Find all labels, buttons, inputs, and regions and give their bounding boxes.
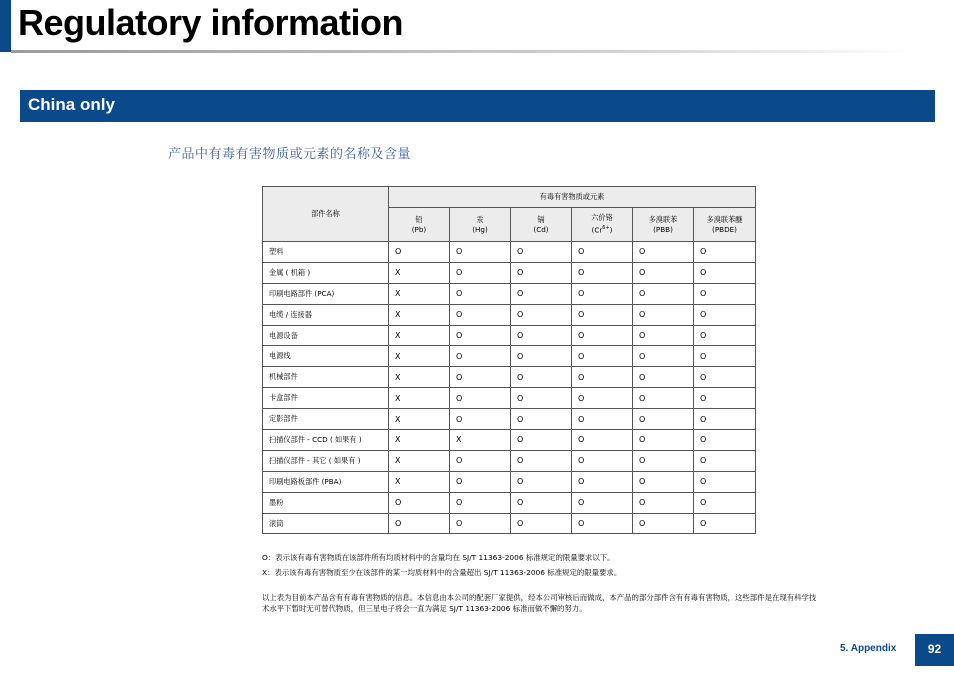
substance-value-cell: O	[511, 388, 572, 409]
substance-name: 铅	[415, 214, 423, 224]
substance-value-cell: O	[511, 304, 572, 325]
part-name-cell: 印刷电路部件 (PCA)	[263, 283, 389, 304]
substance-value-cell: O	[572, 430, 633, 451]
note-x: X：表示该有毒有害物质至少在该部件的某一均质材料中的含量超出 SJ/T 11363-2006 标准规定的限量要求。	[262, 567, 622, 577]
substance-value-cell: X	[389, 450, 450, 471]
part-name-cell: 电缆 / 连接器	[263, 304, 389, 325]
substance-value-cell: O	[450, 367, 511, 388]
substance-value-cell: O	[633, 346, 694, 367]
substance-name: 镉	[537, 214, 545, 224]
page-number: 92	[915, 634, 954, 666]
substance-value-cell: O	[511, 242, 572, 263]
substance-value-cell: O	[694, 367, 756, 388]
table-heading: 产品中有毒有害物质或元素的名称及含量	[168, 147, 412, 162]
substance-name: 多溴联苯醚	[706, 214, 743, 224]
substance-value-cell: O	[511, 262, 572, 283]
substance-value-cell: O	[694, 304, 756, 325]
title-divider	[11, 50, 916, 53]
table-row	[263, 513, 756, 534]
table-notes	[262, 551, 621, 580]
substance-value-cell: O	[633, 409, 694, 430]
hazardous-substances-table	[262, 186, 756, 534]
substance-value-cell: O	[572, 409, 633, 430]
footer-section-label: 5. Appendix	[840, 643, 897, 654]
substance-value-cell: O	[511, 492, 572, 513]
part-name-cell: 定影部件	[263, 409, 389, 430]
substance-value-cell: X	[389, 471, 450, 492]
substance-value-cell: O	[572, 471, 633, 492]
table-row	[263, 283, 756, 304]
substance-value-cell: X	[450, 430, 511, 451]
substance-value-cell: O	[572, 346, 633, 367]
substance-column-header	[572, 208, 633, 242]
part-name-cell: 印刷电路板部件 (PBA)	[263, 471, 389, 492]
page-title: Regulatory information	[18, 2, 404, 43]
substance-value-cell: X	[389, 262, 450, 283]
substance-value-cell: O	[572, 367, 633, 388]
substance-value-cell: O	[450, 325, 511, 346]
substance-value-cell: O	[633, 388, 694, 409]
table-row	[263, 346, 756, 367]
table-row	[263, 325, 756, 346]
substance-value-cell: O	[389, 492, 450, 513]
substance-value-cell: O	[633, 242, 694, 263]
substance-value-cell: O	[694, 388, 756, 409]
substance-value-cell: X	[389, 325, 450, 346]
table-row	[263, 409, 756, 430]
substance-value-cell: O	[694, 262, 756, 283]
substance-value-cell: O	[450, 388, 511, 409]
substance-value-cell: O	[694, 409, 756, 430]
substance-value-cell: O	[572, 325, 633, 346]
substance-column-header	[511, 208, 572, 242]
substance-value-cell: O	[572, 388, 633, 409]
substance-value-cell: X	[389, 304, 450, 325]
substance-value-cell: O	[633, 450, 694, 471]
substance-value-cell: X	[389, 283, 450, 304]
part-name-cell: 卡盒部件	[263, 388, 389, 409]
substance-symbol: (Hg)	[472, 224, 488, 234]
substance-value-cell: O	[389, 513, 450, 534]
substance-value-cell: O	[450, 513, 511, 534]
substance-symbol: (PBB)	[653, 224, 673, 234]
table-row	[263, 367, 756, 388]
part-name-cell: 扫描仪部件 - CCD ( 如果有 )	[263, 430, 389, 451]
substance-value-cell: X	[389, 388, 450, 409]
substance-value-cell: O	[450, 346, 511, 367]
substance-value-cell: O	[511, 513, 572, 534]
substance-value-cell: O	[389, 242, 450, 263]
note-o: O：表示该有毒有害物质在该部件所有均质材料中的含量均在 SJ/T 11363-2006 标准规定的限量要求以下。	[262, 553, 615, 562]
substance-value-cell: O	[572, 450, 633, 471]
part-name-cell: 墨粉	[263, 492, 389, 513]
substance-value-cell: O	[450, 409, 511, 430]
part-name-cell: 机械部件	[263, 367, 389, 388]
title-accent-bar	[0, 0, 11, 52]
substance-value-cell: O	[694, 450, 756, 471]
substance-value-cell: X	[389, 367, 450, 388]
substance-value-cell: O	[694, 325, 756, 346]
substance-value-cell: O	[450, 492, 511, 513]
substance-value-cell: O	[511, 409, 572, 430]
substance-value-cell: O	[450, 450, 511, 471]
substance-value-cell: O	[694, 513, 756, 534]
substance-value-cell: O	[694, 242, 756, 263]
substance-value-cell: O	[450, 283, 511, 304]
substance-value-cell: X	[389, 409, 450, 430]
table-row	[263, 471, 756, 492]
substance-name: 多溴联苯	[648, 214, 678, 224]
substance-value-cell: O	[694, 346, 756, 367]
substance-value-cell: O	[633, 492, 694, 513]
table-row	[263, 388, 756, 409]
substance-value-cell: O	[511, 367, 572, 388]
substance-symbol: $(Cr^{6+})$	[591, 225, 613, 235]
table-row	[263, 450, 756, 471]
part-name-cell: 金属 ( 机箱 )	[263, 262, 389, 283]
substance-column-header	[633, 208, 694, 242]
table-row	[263, 304, 756, 325]
table-row	[263, 492, 756, 513]
substance-value-cell: O	[511, 346, 572, 367]
substance-value-cell: O	[511, 325, 572, 346]
part-name-cell: 扫描仪部件 - 其它 ( 如果有 )	[263, 450, 389, 471]
substance-value-cell: O	[511, 450, 572, 471]
substance-value-cell: X	[389, 346, 450, 367]
table-row	[263, 242, 756, 263]
substance-value-cell: O	[511, 471, 572, 492]
substance-value-cell: O	[450, 304, 511, 325]
disclosure-paragraph: 以上表为目前本产品含有有毒有害物质的信息。本信息由本公司的配套厂家提供，经本公司审核后而做成，本产品的部分部件含有有毒有害物质，这些部件是在现有科学技术水平下暂时无可替代物质，但三星电子将会一直为满足 SJ/T 11363-2006 标准而做不懈的努力。	[262, 593, 817, 613]
table-row	[263, 430, 756, 451]
table-row	[263, 262, 756, 283]
substance-value-cell: O	[572, 262, 633, 283]
substance-column-header	[389, 208, 450, 242]
substance-value-cell: O	[633, 471, 694, 492]
substance-value-cell: O	[633, 283, 694, 304]
substance-value-cell: O	[511, 283, 572, 304]
substance-value-cell: O	[572, 283, 633, 304]
substance-value-cell: O	[450, 262, 511, 283]
substance-value-cell: O	[633, 367, 694, 388]
substance-value-cell: O	[633, 513, 694, 534]
section-header: China only	[20, 90, 935, 122]
substance-symbol: (Pb)	[411, 224, 427, 234]
substance-value-cell: O	[694, 283, 756, 304]
substance-value-cell: O	[633, 325, 694, 346]
substance-value-cell: O	[572, 492, 633, 513]
part-name-cell: 塑料	[263, 242, 389, 263]
substance-column-header	[694, 208, 756, 242]
part-name-header: 部件名称	[263, 187, 389, 242]
part-name-cell: 滚筒	[263, 513, 389, 534]
substance-value-cell: O	[572, 242, 633, 263]
part-name-cell: 电源设备	[263, 325, 389, 346]
substance-name: 汞	[476, 214, 484, 224]
substance-value-cell: O	[511, 430, 572, 451]
substance-value-cell: O	[694, 492, 756, 513]
substance-value-cell: X	[389, 430, 450, 451]
substance-value-cell: O	[633, 262, 694, 283]
substance-value-cell: O	[572, 513, 633, 534]
part-name-cell: 电源线	[263, 346, 389, 367]
substance-symbol: (PBDE)	[712, 224, 737, 234]
substance-column-header	[450, 208, 511, 242]
substance-value-cell: O	[572, 304, 633, 325]
substance-name: 六价铬	[591, 213, 613, 223]
substance-value-cell: O	[633, 304, 694, 325]
substance-value-cell: O	[694, 471, 756, 492]
substance-value-cell: O	[694, 430, 756, 451]
substance-value-cell: O	[450, 242, 511, 263]
substance-symbol: (Cd)	[533, 224, 549, 234]
substance-value-cell: O	[633, 430, 694, 451]
substance-group-header: 有毒有害物质或元素	[389, 187, 756, 208]
substance-value-cell: O	[450, 471, 511, 492]
